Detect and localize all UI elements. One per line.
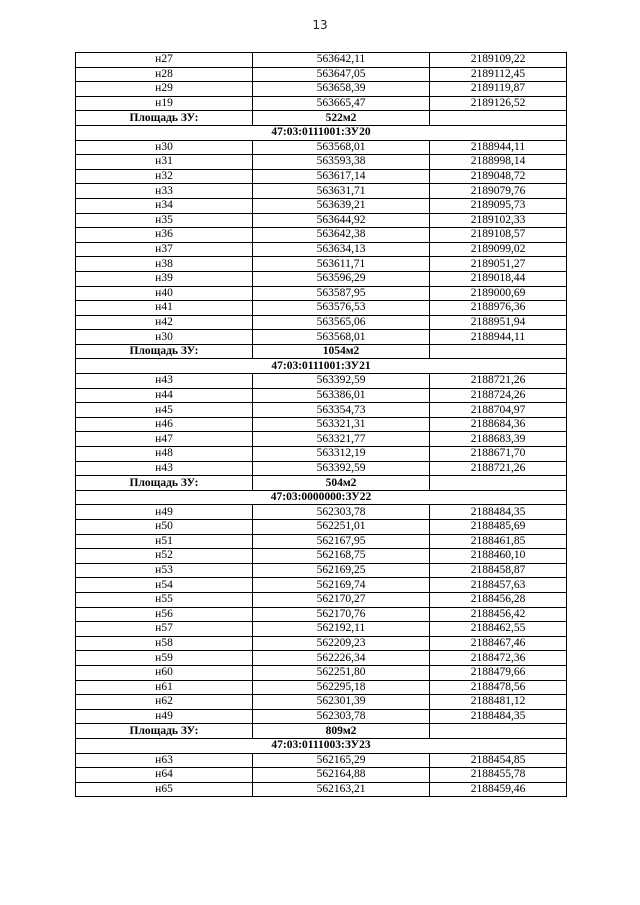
x-coordinate-cell: 563565,06 — [253, 315, 430, 330]
y-coordinate-cell: 2188976,36 — [430, 301, 567, 316]
point-name-cell: н51 — [76, 534, 253, 549]
point-name-cell: н65 — [76, 782, 253, 797]
point-row — [76, 578, 567, 593]
point-row — [76, 169, 567, 184]
area-row — [76, 476, 567, 491]
parcel-header-row — [76, 359, 567, 374]
area-label-cell: Площадь ЗУ: — [76, 344, 253, 359]
point-name-cell: н64 — [76, 768, 253, 783]
point-name-cell: н62 — [76, 695, 253, 710]
point-name-cell: н36 — [76, 228, 253, 243]
point-name-cell: н58 — [76, 636, 253, 651]
area-row — [76, 724, 567, 739]
point-name-cell: н61 — [76, 680, 253, 695]
point-row — [76, 53, 567, 68]
point-name-cell: н53 — [76, 563, 253, 578]
y-coordinate-cell: 2188456,28 — [430, 592, 567, 607]
point-row — [76, 534, 567, 549]
x-coordinate-cell: 562251,80 — [253, 665, 430, 680]
point-name-cell: н55 — [76, 592, 253, 607]
point-row — [76, 680, 567, 695]
x-coordinate-cell: 563312,19 — [253, 447, 430, 462]
y-coordinate-cell: 2188456,42 — [430, 607, 567, 622]
point-name-cell: н32 — [76, 169, 253, 184]
parcel-cadastral-number: 47:03:0111001:ЗУ21 — [76, 359, 567, 374]
point-row — [76, 257, 567, 272]
parcel-header-row — [76, 125, 567, 140]
point-name-cell: н40 — [76, 286, 253, 301]
x-coordinate-cell: 562169,74 — [253, 578, 430, 593]
point-row — [76, 286, 567, 301]
parcel-cadastral-number: 47:03:0111003:ЗУ23 — [76, 738, 567, 753]
point-row — [76, 651, 567, 666]
x-coordinate-cell: 562165,29 — [253, 753, 430, 768]
point-row — [76, 768, 567, 783]
y-coordinate-cell: 2188944,11 — [430, 140, 567, 155]
y-coordinate-cell: 2188721,26 — [430, 374, 567, 389]
x-coordinate-cell: 562251,01 — [253, 520, 430, 535]
x-coordinate-cell: 563568,01 — [253, 330, 430, 345]
point-name-cell: н43 — [76, 374, 253, 389]
y-coordinate-cell: 2188724,26 — [430, 388, 567, 403]
y-coordinate-cell: 2188454,85 — [430, 753, 567, 768]
point-name-cell: н45 — [76, 403, 253, 418]
point-row — [76, 592, 567, 607]
point-row — [76, 184, 567, 199]
point-name-cell: н27 — [76, 53, 253, 68]
x-coordinate-cell: 563642,11 — [253, 53, 430, 68]
point-row — [76, 213, 567, 228]
point-row — [76, 330, 567, 345]
y-coordinate-cell: 2188478,56 — [430, 680, 567, 695]
area-value-cell: 504м2 — [253, 476, 430, 491]
point-name-cell: н46 — [76, 417, 253, 432]
y-coordinate-cell: 2189048,72 — [430, 169, 567, 184]
x-coordinate-cell: 563642,38 — [253, 228, 430, 243]
x-coordinate-cell: 563647,05 — [253, 67, 430, 82]
point-name-cell: н30 — [76, 330, 253, 345]
x-coordinate-cell: 562209,23 — [253, 636, 430, 651]
area-label-cell: Площадь ЗУ: — [76, 724, 253, 739]
point-name-cell: н31 — [76, 155, 253, 170]
area-empty-cell — [430, 111, 567, 126]
y-coordinate-cell: 2188944,11 — [430, 330, 567, 345]
y-coordinate-cell: 2188484,35 — [430, 505, 567, 520]
point-name-cell: н47 — [76, 432, 253, 447]
y-coordinate-cell: 2188484,35 — [430, 709, 567, 724]
x-coordinate-cell: 563658,39 — [253, 82, 430, 97]
point-row — [76, 67, 567, 82]
x-coordinate-cell: 562169,25 — [253, 563, 430, 578]
x-coordinate-cell: 563596,29 — [253, 271, 430, 286]
point-row — [76, 228, 567, 243]
point-name-cell: н42 — [76, 315, 253, 330]
point-name-cell: н30 — [76, 140, 253, 155]
point-name-cell: н39 — [76, 271, 253, 286]
point-name-cell: н33 — [76, 184, 253, 199]
area-label-cell: Площадь ЗУ: — [76, 111, 253, 126]
parcel-header-row — [76, 738, 567, 753]
point-row — [76, 242, 567, 257]
point-name-cell: н41 — [76, 301, 253, 316]
x-coordinate-cell: 563631,71 — [253, 184, 430, 199]
x-coordinate-cell: 563665,47 — [253, 96, 430, 111]
point-row — [76, 271, 567, 286]
y-coordinate-cell: 2188460,10 — [430, 549, 567, 564]
point-row — [76, 782, 567, 797]
point-row — [76, 461, 567, 476]
point-row — [76, 82, 567, 97]
y-coordinate-cell: 2189051,27 — [430, 257, 567, 272]
point-name-cell: н48 — [76, 447, 253, 462]
point-row — [76, 403, 567, 418]
y-coordinate-cell: 2188683,39 — [430, 432, 567, 447]
x-coordinate-cell: 562170,27 — [253, 592, 430, 607]
y-coordinate-cell: 2188462,55 — [430, 622, 567, 637]
point-row — [76, 753, 567, 768]
point-row — [76, 417, 567, 432]
area-value-cell: 522м2 — [253, 111, 430, 126]
y-coordinate-cell: 2188459,46 — [430, 782, 567, 797]
point-row — [76, 374, 567, 389]
point-name-cell: н19 — [76, 96, 253, 111]
x-coordinate-cell: 563587,95 — [253, 286, 430, 301]
area-empty-cell — [430, 476, 567, 491]
x-coordinate-cell: 562301,39 — [253, 695, 430, 710]
x-coordinate-cell: 563392,59 — [253, 461, 430, 476]
point-row — [76, 155, 567, 170]
y-coordinate-cell: 2188704,97 — [430, 403, 567, 418]
point-name-cell: н28 — [76, 67, 253, 82]
point-name-cell: н56 — [76, 607, 253, 622]
y-coordinate-cell: 2188485,69 — [430, 520, 567, 535]
page-number: 13 — [312, 18, 328, 32]
y-coordinate-cell: 2188458,87 — [430, 563, 567, 578]
point-row — [76, 388, 567, 403]
area-empty-cell — [430, 344, 567, 359]
x-coordinate-cell: 563321,77 — [253, 432, 430, 447]
y-coordinate-cell: 2188671,70 — [430, 447, 567, 462]
x-coordinate-cell: 563386,01 — [253, 388, 430, 403]
y-coordinate-cell: 2188951,94 — [430, 315, 567, 330]
x-coordinate-cell: 563611,71 — [253, 257, 430, 272]
y-coordinate-cell: 2188467,46 — [430, 636, 567, 651]
point-row — [76, 563, 567, 578]
x-coordinate-cell: 562303,78 — [253, 505, 430, 520]
point-row — [76, 695, 567, 710]
point-name-cell: н37 — [76, 242, 253, 257]
y-coordinate-cell: 2188998,14 — [430, 155, 567, 170]
parcel-header-row — [76, 490, 567, 505]
point-row — [76, 315, 567, 330]
point-name-cell: н29 — [76, 82, 253, 97]
y-coordinate-cell: 2189119,87 — [430, 82, 567, 97]
point-name-cell: н35 — [76, 213, 253, 228]
point-name-cell: н49 — [76, 709, 253, 724]
y-coordinate-cell: 2189126,52 — [430, 96, 567, 111]
point-name-cell: н54 — [76, 578, 253, 593]
area-row — [76, 344, 567, 359]
y-coordinate-cell: 2188472,36 — [430, 651, 567, 666]
x-coordinate-cell: 562163,21 — [253, 782, 430, 797]
area-row — [76, 111, 567, 126]
area-empty-cell — [430, 724, 567, 739]
x-coordinate-cell: 563634,13 — [253, 242, 430, 257]
y-coordinate-cell: 2189102,33 — [430, 213, 567, 228]
x-coordinate-cell: 563639,21 — [253, 198, 430, 213]
point-row — [76, 622, 567, 637]
point-row — [76, 709, 567, 724]
point-row — [76, 665, 567, 680]
point-row — [76, 505, 567, 520]
y-coordinate-cell: 2188461,85 — [430, 534, 567, 549]
x-coordinate-cell: 563617,14 — [253, 169, 430, 184]
point-name-cell: н52 — [76, 549, 253, 564]
area-label-cell: Площадь ЗУ: — [76, 476, 253, 491]
y-coordinate-cell: 2189099,02 — [430, 242, 567, 257]
parcel-cadastral-number: 47:03:0111001:ЗУ20 — [76, 125, 567, 140]
x-coordinate-cell: 562168,75 — [253, 549, 430, 564]
point-name-cell: н43 — [76, 461, 253, 476]
x-coordinate-cell: 563576,53 — [253, 301, 430, 316]
y-coordinate-cell: 2189108,57 — [430, 228, 567, 243]
x-coordinate-cell: 562226,34 — [253, 651, 430, 666]
point-row — [76, 96, 567, 111]
point-name-cell: н59 — [76, 651, 253, 666]
point-name-cell: н44 — [76, 388, 253, 403]
point-row — [76, 301, 567, 316]
area-value-cell: 1054м2 — [253, 344, 430, 359]
point-name-cell: н38 — [76, 257, 253, 272]
y-coordinate-cell: 2189112,45 — [430, 67, 567, 82]
x-coordinate-cell: 563568,01 — [253, 140, 430, 155]
point-row — [76, 636, 567, 651]
point-row — [76, 447, 567, 462]
x-coordinate-cell: 562303,78 — [253, 709, 430, 724]
y-coordinate-cell: 2188457,63 — [430, 578, 567, 593]
point-row — [76, 432, 567, 447]
y-coordinate-cell: 2188455,78 — [430, 768, 567, 783]
x-coordinate-cell: 562164,88 — [253, 768, 430, 783]
point-row — [76, 549, 567, 564]
y-coordinate-cell: 2189000,69 — [430, 286, 567, 301]
x-coordinate-cell: 563321,31 — [253, 417, 430, 432]
point-name-cell: н63 — [76, 753, 253, 768]
point-row — [76, 140, 567, 155]
x-coordinate-cell: 562167,95 — [253, 534, 430, 549]
y-coordinate-cell: 2188721,26 — [430, 461, 567, 476]
x-coordinate-cell: 563644,92 — [253, 213, 430, 228]
point-row — [76, 607, 567, 622]
y-coordinate-cell: 2188479,66 — [430, 665, 567, 680]
y-coordinate-cell: 2188481,12 — [430, 695, 567, 710]
y-coordinate-cell: 2189109,22 — [430, 53, 567, 68]
y-coordinate-cell: 2189018,44 — [430, 271, 567, 286]
x-coordinate-cell: 562170,76 — [253, 607, 430, 622]
point-name-cell: н57 — [76, 622, 253, 637]
x-coordinate-cell: 562295,18 — [253, 680, 430, 695]
point-row — [76, 198, 567, 213]
y-coordinate-cell: 2189079,76 — [430, 184, 567, 199]
x-coordinate-cell: 563593,38 — [253, 155, 430, 170]
y-coordinate-cell: 2188684,36 — [430, 417, 567, 432]
point-name-cell: н60 — [76, 665, 253, 680]
x-coordinate-cell: 562192,11 — [253, 622, 430, 637]
point-row — [76, 520, 567, 535]
point-name-cell: н34 — [76, 198, 253, 213]
x-coordinate-cell: 563354,73 — [253, 403, 430, 418]
point-name-cell: н49 — [76, 505, 253, 520]
coordinates-table-body — [76, 53, 567, 797]
area-value-cell: 809м2 — [253, 724, 430, 739]
x-coordinate-cell: 563392,59 — [253, 374, 430, 389]
y-coordinate-cell: 2189095,73 — [430, 198, 567, 213]
point-name-cell: н50 — [76, 520, 253, 535]
parcel-cadastral-number: 47:03:0000000:ЗУ22 — [76, 490, 567, 505]
coordinates-table — [75, 52, 567, 797]
